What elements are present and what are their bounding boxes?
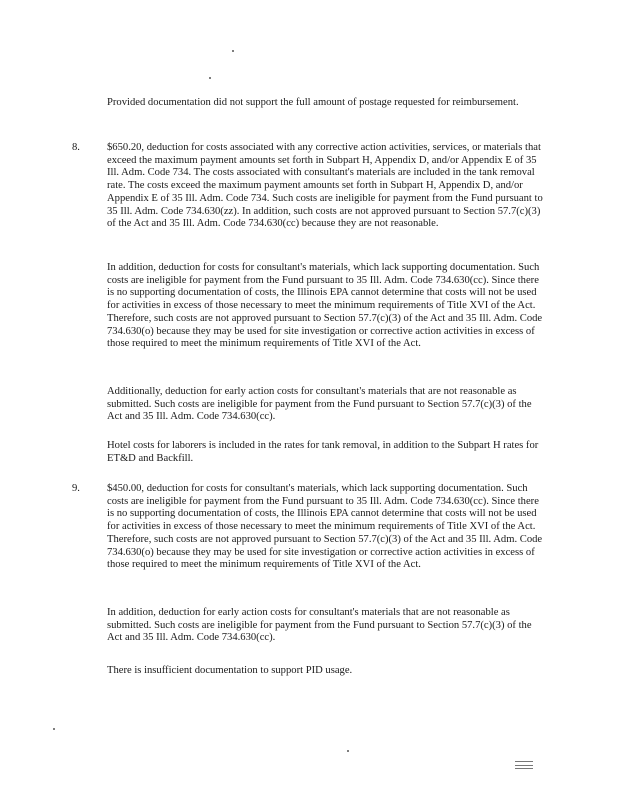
scan-speck xyxy=(209,77,211,79)
page-stamp-mark xyxy=(515,761,533,769)
item-9-paragraph-2: In addition, deduction for early action costs for consultant's materials that are not reasonable as submitted. Such costs are ineligible for payment from the Fund pursuant to Section 57.7(c)(3) of the Act and 35 Ill. Adm. Code 734.630(cc). xyxy=(107,607,532,644)
item-8-paragraph-4: Hotel costs for laborers is included in the rates for tank removal, in addition to the Subpart H rates for ET&D and Backfill. xyxy=(107,440,539,464)
scan-speck xyxy=(232,50,234,52)
scan-speck xyxy=(53,728,55,730)
item-8-paragraph-2: In addition, deduction for costs for consultant's materials, which lack supporting documentation. Such costs are ineligible for payment from the Fund pursuant to 35 Ill. Adm. Code 734.630(cc). Since there is no supporting documentation of costs, the Illinois EPA cannot determine that costs will not be used for activities in excess of those necessary to meet the minimum requirements of Title XVI of the Act. Therefore, such costs are not approved pursuant to Section 57.7(c)(3) of the Act and 35 Ill. Adm. Code 734.630(o) because they may be used for site investigation or corrective action activities in excess of those required to meet the minimum requirements of Title XVI of the Act. xyxy=(107,262,543,350)
intro-paragraph: Provided documentation did not support the full amount of postage requested for reimbursement. xyxy=(107,97,519,108)
item-9-paragraph-1: $450.00, deduction for costs for consultant's materials, which lack supporting documentation. Such costs are ineligible for payment from the Fund pursuant to 35 Ill. Adm. Code 734.630(cc). Since there is no supporting documentation of costs, the Illinois EPA cannot determine that costs will not be used for activities in excess of those necessary to meet the minimum requirements of Title XVI of the Act. Therefore, such costs are not approved pursuant to Section 57.7(c)(3) of the Act and 35 Ill. Adm. Code 734.630(o) because they may be used for site investigation or corrective action activities in excess of those required to meet the minimum requirements of Title XVI of the Act. xyxy=(107,483,543,571)
item-8-paragraph-3: Additionally, deduction for early action costs for consultant's materials that are not reasonable as submitted. Such costs are ineligible for payment from the Fund pursuant to Section 57.7(c)(3) of the Act and 35 Ill. Adm. Code 734.630(cc). xyxy=(107,386,532,423)
item-number: 8. xyxy=(72,142,80,153)
scan-speck xyxy=(347,750,349,752)
item-8-paragraph-1: $650.20, deduction for costs associated with any corrective action activities, services, or materials that exceed the maximum payment amounts set forth in Subpart H, Appendix D, and/or Appendix E of 35 Ill. Adm. Code 734. The costs associated with consultant's materials are included in the tank removal rate. The costs exceed the maximum payment amounts set forth in Subpart H, Appendix D, and/or Appendix E of 35 Ill. Adm. Code 734. Such costs are ineligible for payment from the Fund pursuant to 35 Ill. Adm. Code 734.630(zz). In addition, such costs are not approved pursuant to Section 57.7(c)(3) of the Act and 35 Ill. Adm. Code 734.630(cc) because they are not reasonable. xyxy=(107,142,543,230)
item-number: 9. xyxy=(72,483,80,494)
item-9-paragraph-3: There is insufficient documentation to support PID usage. xyxy=(107,665,353,676)
